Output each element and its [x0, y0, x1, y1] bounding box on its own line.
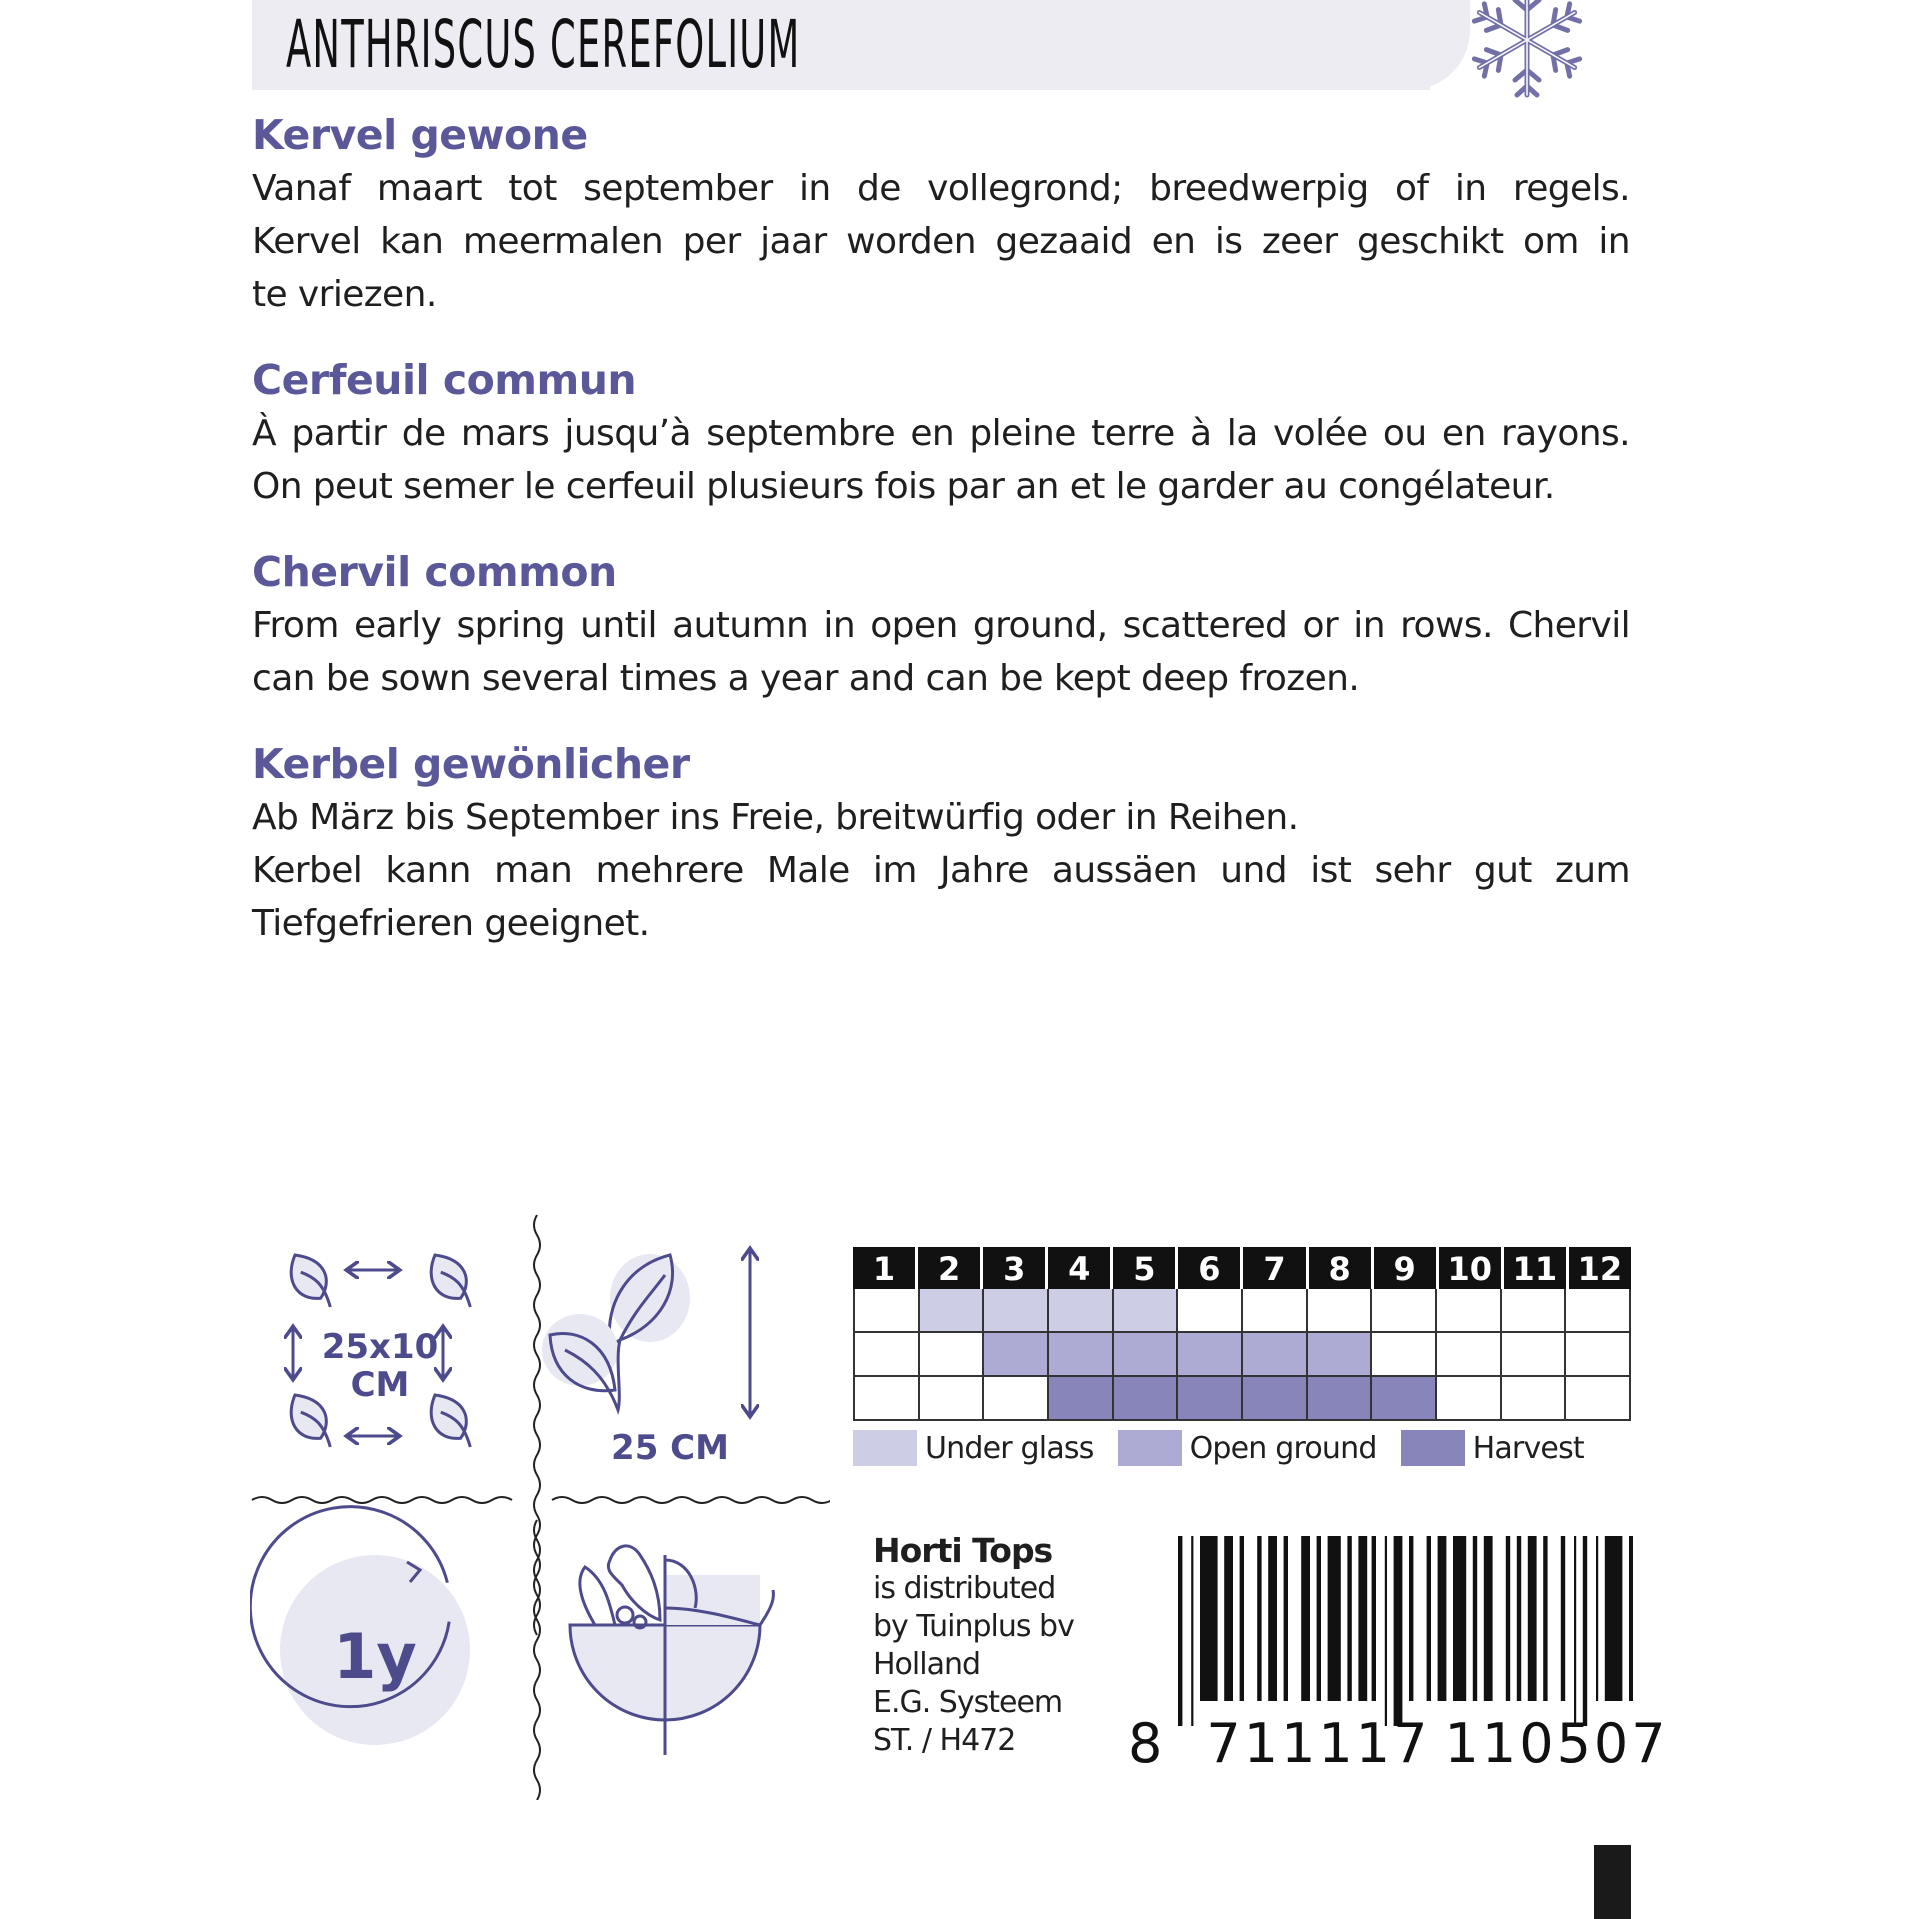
month-7: 7: [1240, 1247, 1305, 1289]
calendar-cell: [1435, 1377, 1500, 1419]
brand-name: Horti Tops: [873, 1531, 1053, 1570]
month-9: 9: [1371, 1247, 1436, 1289]
section-de: [252, 737, 1630, 950]
body-line: can be sown several times a year and can be kept deep frozen.: [252, 658, 1360, 699]
height-label: 25 CM: [611, 1428, 729, 1468]
calendar-cell: [1435, 1333, 1500, 1375]
calendar-row-under-glass: [853, 1289, 1631, 1333]
legend-swatch-harvest: [1401, 1430, 1465, 1466]
month-5: 5: [1110, 1247, 1175, 1289]
heading-de: Kerbel gewönlicher: [252, 740, 690, 788]
annual-cycle-icon: [250, 1478, 478, 1745]
barcode-right-group: 110507: [1444, 1712, 1669, 1775]
calendar-cell: [1306, 1333, 1371, 1375]
heading-fr: Cerfeuil commun: [252, 356, 637, 404]
section-nl: [252, 108, 1630, 321]
month-4: 4: [1045, 1247, 1110, 1289]
spacing-label: [320, 1328, 440, 1404]
calendar-cell: [1047, 1333, 1112, 1375]
distributor-line: Holland: [873, 1647, 981, 1682]
calendar-cell: [918, 1377, 983, 1419]
distributor-line: E.G. Systeem: [873, 1685, 1063, 1720]
calendar-cell: [1241, 1377, 1306, 1419]
legend-label-under-glass: Under glass: [925, 1430, 1094, 1466]
calendar-cell: [1564, 1377, 1631, 1419]
calendar-cell: [1241, 1333, 1306, 1375]
calendar-cell: [1370, 1289, 1435, 1331]
calendar-cell: [1306, 1289, 1371, 1331]
spacing-value: 25x10: [321, 1327, 439, 1367]
print-registration-mark: [1594, 1845, 1631, 1919]
snowflake-icon: [1465, 0, 1590, 105]
distributor-info: [873, 1532, 1074, 1760]
barcode: [1178, 1536, 1633, 1726]
month-1: 1: [872, 1250, 896, 1288]
calendar-cell: [1176, 1333, 1241, 1375]
calendar-cell: [982, 1333, 1047, 1375]
latin-name: ANTHRISCUS CEREFOLIUM: [286, 6, 801, 83]
body-line: Vanaf maart tot september in de vollegrond; breedwerpig of in regels.: [252, 168, 1630, 209]
month-6: 6: [1175, 1247, 1240, 1289]
body-line: Tiefgefrieren geeignet.: [252, 903, 650, 944]
calendar-month-header: [853, 1247, 1631, 1289]
calendar-cell: [1112, 1289, 1177, 1331]
calendar-cell: [1370, 1377, 1435, 1419]
distributor-line: is distributed: [873, 1571, 1056, 1606]
calendar-cell: [1370, 1333, 1435, 1375]
sowing-calendar: [853, 1247, 1631, 1467]
spacing-unit: CM: [350, 1365, 410, 1405]
lifecycle-label: 1y: [333, 1620, 417, 1693]
calendar-cell: [1435, 1289, 1500, 1331]
calendar-cell: [1500, 1333, 1565, 1375]
barcode-first-digit: 8: [1128, 1712, 1163, 1775]
month-10: 10: [1436, 1247, 1501, 1289]
calendar-cell: [982, 1289, 1047, 1331]
body-line: te vriezen.: [252, 274, 437, 315]
section-fr: [252, 353, 1630, 513]
month-3: 3: [980, 1247, 1045, 1289]
heading-nl: Kervel gewone: [252, 111, 588, 159]
month-12: 12: [1566, 1247, 1631, 1289]
salad-bowl-icon: [570, 1546, 773, 1755]
body-line: À partir de mars jusqu’à septembre en pleine terre à la volée ou en rayons.: [252, 413, 1630, 454]
calendar-cell: [918, 1289, 983, 1331]
calendar-cell: [1500, 1377, 1565, 1419]
calendar-cell: [1176, 1289, 1241, 1331]
calendar-cell: [853, 1333, 918, 1375]
month-8: 8: [1306, 1247, 1371, 1289]
calendar-cell: [1112, 1377, 1177, 1419]
plant-height-icon: [542, 1250, 750, 1415]
calendar-row-harvest: [853, 1377, 1631, 1421]
calendar-cell: [1306, 1377, 1371, 1419]
calendar-cell: [982, 1377, 1047, 1419]
divider-horizontal: [552, 1497, 830, 1503]
calendar-cell: [1047, 1289, 1112, 1331]
legend-swatch-under-glass: [853, 1430, 917, 1466]
calendar-cell: [918, 1333, 983, 1375]
calendar-cell: [1564, 1289, 1631, 1331]
body-line: From early spring until autumn in open ground, scattered or in rows. Chervil: [252, 605, 1630, 646]
body-line: Kerbel kann man mehrere Male im Jahre aussäen und ist sehr gut zum: [252, 850, 1630, 891]
month-2: 2: [915, 1247, 980, 1289]
barcode-digits: [1128, 1712, 1669, 1775]
calendar-cell: [1564, 1333, 1631, 1375]
distributor-line: by Tuinplus bv: [873, 1609, 1074, 1644]
body-line: Kervel kan meermalen per jaar worden gezaaid en is zeer geschikt om in: [252, 221, 1630, 262]
legend-swatch-open-ground: [1118, 1430, 1182, 1466]
barcode-left-group: 711117: [1206, 1712, 1431, 1775]
calendar-cell: [1241, 1289, 1306, 1331]
section-en: [252, 545, 1630, 705]
calendar-cell: [1176, 1377, 1241, 1419]
calendar-cell: [1112, 1333, 1177, 1375]
calendar-legend: [853, 1429, 1631, 1467]
calendar-cell: [1500, 1289, 1565, 1331]
heading-en: Chervil common: [252, 548, 617, 596]
distributor-line: ST. / H472: [873, 1723, 1016, 1758]
body-line: On peut semer le cerfeuil plusieurs fois par an et le garder au congélateur.: [252, 466, 1555, 507]
calendar-cell: [1047, 1377, 1112, 1419]
calendar-cell: [853, 1289, 918, 1331]
icon-grid: [250, 1210, 830, 1800]
calendar-cell: [853, 1377, 918, 1419]
legend-label-harvest: Harvest: [1472, 1430, 1584, 1466]
body-line: Ab März bis September ins Freie, breitwürfig oder in Reihen.: [252, 797, 1299, 838]
calendar-row-open-ground: [853, 1333, 1631, 1377]
month-11: 11: [1501, 1247, 1566, 1289]
legend-label-open-ground: Open ground: [1189, 1430, 1377, 1466]
divider-horizontal: [252, 1497, 512, 1503]
